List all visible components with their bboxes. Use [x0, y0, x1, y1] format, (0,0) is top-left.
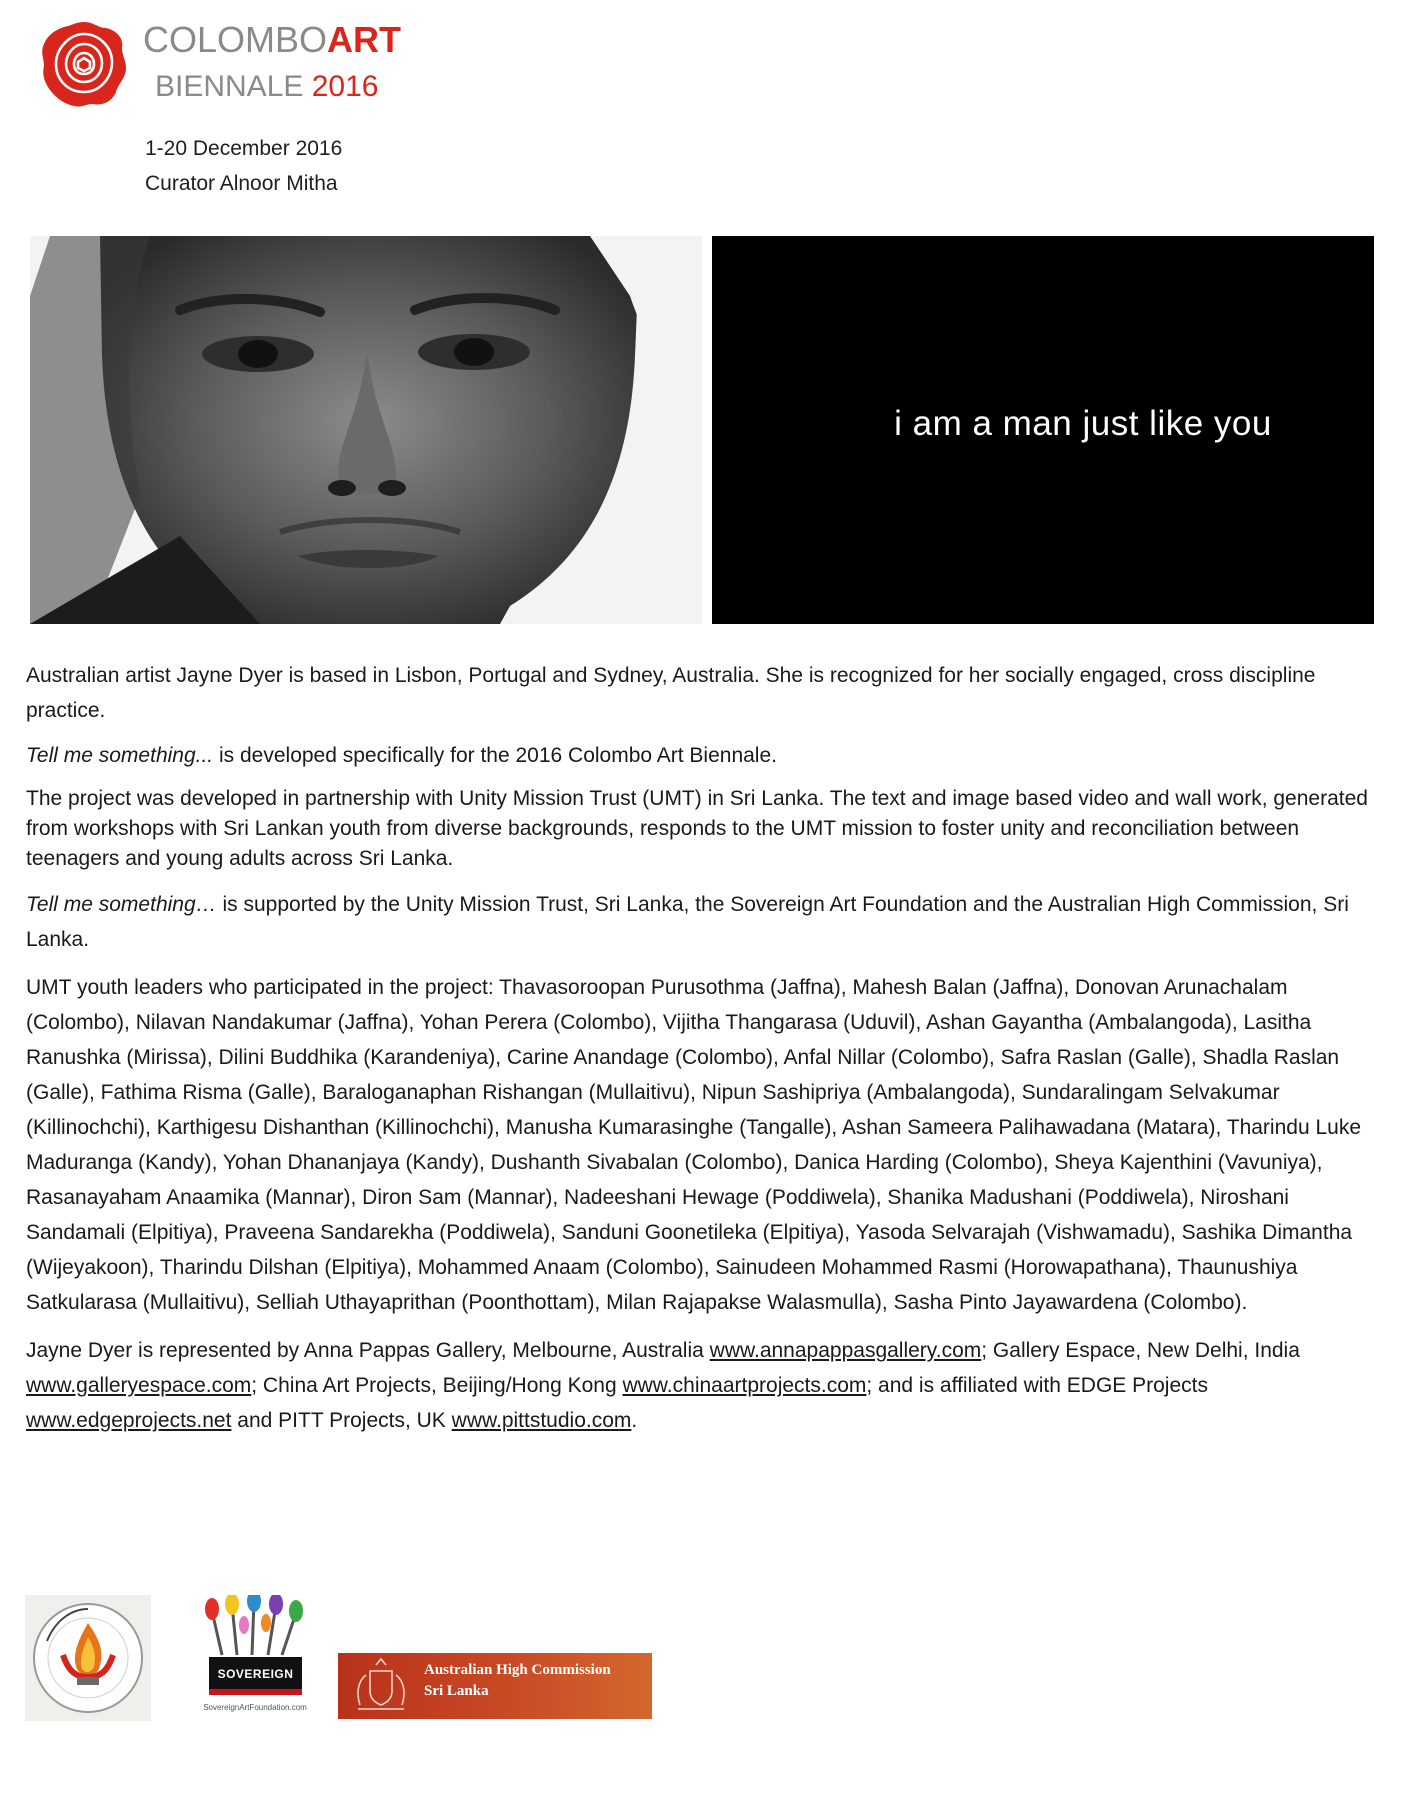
- sovereign-url: SovereignArtFoundation.com: [203, 1703, 307, 1712]
- support-paragraph: Tell me something… is supported by the Unity Mission Trust, Sri Lanka, the Sovereign Art Foundation and the Australian High Commission, Sri Lanka.: [26, 893, 1349, 951]
- ahc-subtitle: Sri Lanka: [424, 1683, 489, 1699]
- participants-paragraph: UMT youth leaders who participated in the project: Thavasoroopan Purusothma (Jaffna), Mahesh Balan (Jaffna), Donovan Arunachalam (Colombo), Nilavan Nandakumar (Jaffna), Yohan Perera (Colombo), Vijitha Thangarasa (Uduvil), Ashan Gayantha (Ambalangoda), Lasitha Ranushka (Mirissa), Dilini Buddhika (Karandeniya), Carine Anandage (Colombo), Anfal Nillar (Colombo), Safra Raslan (Galle), Shadla Raslan (Galle), Fathima Risma (Galle), Baraloganaphan Rishangan (Mullaitivu), Nipun Sashipriya (Ambalangoda), Sundaralingam Selvakumar (Killinochchi), Karthigesu Dishanthan (Killinochchi), Manusha Kumarasinghe (Tangalle), Ashan Sameera Palihawadana (Matara), Tharindu Luke Maduranga (Kandy), Yohan Dhananjaya (Kandy), Dushanth Sivabalan (Colombo), Danica Harding (Colombo), Sheya Kajenthini (Vavuniya), Rasanayaham Anaamika (Mannar), Diron Sam (Mannar), Nadeeshani Hewage (Poddiwela), Shanika Madushani (Poddiwela), Niroshani Sandamali (Elpitiya), Praveena Sandarekha (Poddiwela), Sanduni Goonetileka (Elpitiya), Yasoda Selvarajah (Vishwamadu), Sashika Dimantha (Wijeyakoon), Tharindu Dilshan (Elpitiya), Mohammed Anaam (Colombo), Sainudeen Mohammed Rasmi (Horowapathana), Thaunushiya Satkularasa (Mullaitivu), Selliah Uthayaprithan (Poonthottam), Milan Rajapakse Walasmulla), Sasha Pinto Jayawardena (Colombo).: [26, 976, 1361, 1314]
- ahc-title: Australian High Commission: [424, 1662, 611, 1678]
- pittstudio-link[interactable]: www.pittstudio.com: [451, 1409, 632, 1432]
- biennale-header: [38, 18, 458, 118]
- quote-panel: [712, 236, 1374, 624]
- project-paragraph: Tell me something... is developed specifically for the 2016 Colombo Art Biennale.: [26, 744, 777, 767]
- chinaartprojects-link[interactable]: www.chinaartprojects.com: [622, 1374, 867, 1397]
- paintbrushes-icon: [182, 1595, 328, 1659]
- sovereign-wordmark: SOVEREIGN: [209, 1657, 302, 1695]
- representation-paragraph: Jayne Dyer is represented by Anna Pappas Gallery, Melbourne, Australia www.annapappasgallery.com; Gallery Espace, New Delhi, India www.galleryespace.com; China Art Projects, Beijing/Hong Kong www.chinaartprojects.com; and is affiliated with EDGE Projects www.edgeprojects.net and PITT Projects, UK www.pittstudio.com.: [26, 1339, 1300, 1432]
- umt-emblem-icon: [25, 1595, 151, 1721]
- work-title: Tell me something...: [26, 744, 214, 767]
- intro-paragraph: Australian artist Jayne Dyer is based in Lisbon, Portugal and Sydney, Australia. She is recognized for her socially engaged, cross discipline practice.: [26, 664, 1316, 722]
- sovereign-art-foundation-logo: [182, 1595, 328, 1721]
- sponsor-logos: [25, 1595, 665, 1725]
- event-dates: 1-20 December 2016: [145, 137, 343, 160]
- biennale-subtitle: BIENNALE 2016: [155, 70, 379, 103]
- artist-portrait-photo: [30, 236, 702, 624]
- australian-high-commission-logo: [338, 1653, 652, 1719]
- work-title: Tell me something…: [26, 893, 217, 916]
- biennale-logo-icon: [38, 18, 130, 110]
- event-meta: [145, 131, 342, 201]
- biennale-title: COLOMBOART: [143, 19, 402, 60]
- artist-statement: [26, 658, 1381, 1451]
- unity-mission-trust-logo: [25, 1595, 151, 1721]
- galleryespace-link[interactable]: www.galleryespace.com: [26, 1374, 252, 1397]
- event-curator: Curator Alnoor Mitha: [145, 172, 338, 195]
- partnership-paragraph: The project was developed in partnership with Unity Mission Trust (UMT) in Sri Lanka. The text and image based video and wall work, generated from workshops with Sri Lankan youth from diverse backgrounds, responds to the UMT mission to foster unity and reconciliation between teenagers and young adults across Sri Lanka.: [26, 787, 1368, 870]
- coat-of-arms-icon: [346, 1653, 416, 1719]
- portrait-illustration: [30, 236, 702, 624]
- quote-text: i am a man just like you: [894, 404, 1272, 443]
- annapappas-link[interactable]: www.annapappasgallery.com: [709, 1339, 982, 1362]
- edgeprojects-link[interactable]: www.edgeprojects.net: [26, 1409, 232, 1432]
